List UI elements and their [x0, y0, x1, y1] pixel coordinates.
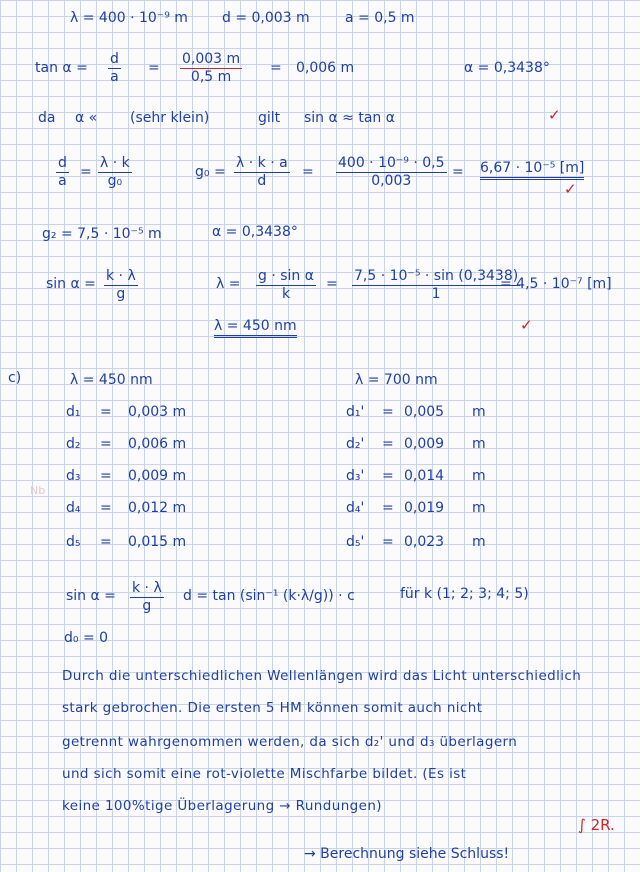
- faint-margin-mark: Nb: [30, 484, 46, 497]
- left-d2-eq: =: [100, 436, 112, 452]
- right-d1-name: d₁': [346, 404, 365, 420]
- formula-lhs: sin α =: [66, 588, 116, 604]
- sin-f1-den: g: [116, 286, 126, 302]
- g0-result: [480, 160, 584, 176]
- g0-fraction-lk-g0: [98, 155, 132, 190]
- g0-f3-den: d: [257, 173, 267, 189]
- left-d5-value: 0,015 m: [128, 534, 187, 550]
- prose-line-2: stark gebrochen. Die ersten 5 HM können somit auch nicht: [62, 700, 483, 716]
- right-d2-eq: =: [382, 436, 394, 452]
- g0-f3-num: λ · k · a: [236, 155, 288, 171]
- right-d3-name: d₃': [346, 468, 365, 484]
- g0-fraction-lka-d: [234, 155, 290, 190]
- tan-fraction-num: d: [110, 51, 119, 67]
- formula-fraction-kl-g: [130, 580, 164, 615]
- given-a: a = 0,5 m: [345, 10, 415, 26]
- sin-fraction-kl-g: [104, 268, 138, 303]
- formula-f-den: g: [142, 598, 152, 614]
- left-d2-name: d₂: [66, 436, 81, 452]
- approx-da: da: [38, 110, 56, 126]
- g0-f4-num: 400 · 10⁻⁹ · 0,5: [338, 155, 445, 171]
- right-d2-unit: m: [472, 436, 486, 452]
- tan-values-den: 0,5 m: [190, 69, 232, 85]
- formula-d-expr: d = tan (sin⁻¹ (k·λ/g)) · c: [183, 588, 355, 604]
- tan-result: 0,006 m: [296, 60, 355, 76]
- tan-fraction-den: a: [110, 69, 119, 85]
- tan-values-num: 0,003 m: [182, 51, 241, 67]
- formula-fuer: für k (1; 2; 3; 4; 5): [400, 586, 529, 602]
- left-d4-value: 0,012 m: [128, 500, 187, 516]
- right-d4-name: d₄': [346, 500, 365, 516]
- formula-f-num: k · λ: [132, 580, 162, 596]
- right-d2-name: d₂': [346, 436, 365, 452]
- prose-line-1: Durch die unterschiedlichen Wellenlängen wird das Licht unterschiedlich: [62, 668, 582, 684]
- prose-line-4: und sich somit eine rot-violette Mischfarbe bildet. (Es ist: [62, 766, 467, 782]
- check-mark-1: ✓: [548, 106, 561, 124]
- right-d4-unit: m: [472, 500, 486, 516]
- g0-eq1: =: [80, 164, 92, 180]
- g0-fraction-d-a: [56, 155, 69, 190]
- part-c-label: c): [8, 370, 22, 386]
- left-header: λ = 450 nm: [70, 372, 153, 388]
- right-d2-value: 0,009: [404, 436, 445, 452]
- left-d1-value: 0,003 m: [128, 404, 187, 420]
- prose-line-3: getrennt wahrgenommen werden, da sich d₂' und d₃ überlagern: [62, 734, 518, 750]
- right-d3-eq: =: [382, 468, 394, 484]
- g0-fraction-values: [336, 155, 447, 190]
- g0-f4-den: 0,003: [371, 173, 412, 189]
- left-d3-name: d₃: [66, 468, 81, 484]
- left-d4-name: d₄: [66, 500, 81, 516]
- footer-note: → Berechnung siehe Schluss!: [304, 846, 510, 862]
- sin-f2-den: k: [281, 286, 291, 302]
- sin-eq: =: [326, 276, 338, 292]
- given-d: d = 0,003 m: [222, 10, 310, 26]
- lambda-final-text: λ = 450 nm: [214, 318, 297, 338]
- approx-relation: sin α ≈ tan α: [304, 110, 395, 126]
- d0-value: d₀ = 0: [64, 630, 109, 646]
- g0-result-text: 6,67 · 10⁻⁵ [m]: [480, 160, 584, 180]
- right-d1-value: 0,005: [404, 404, 445, 420]
- g0-f1-den: a: [58, 173, 67, 189]
- tan-fraction-d-a: [108, 51, 121, 86]
- given-lambda: λ = 400 · 10⁻⁹ m: [70, 10, 188, 26]
- left-d5-name: d₅: [66, 534, 81, 550]
- right-d5-unit: m: [472, 534, 486, 550]
- tan-lhs: tan α =: [35, 60, 88, 76]
- sin-fraction-values: [352, 268, 520, 303]
- left-d2-value: 0,006 m: [128, 436, 187, 452]
- tan-eq2: =: [270, 60, 282, 76]
- sin-f3-den: 1: [431, 286, 441, 302]
- left-d5-eq: =: [100, 534, 112, 550]
- g0-lhs: g₀ =: [195, 164, 226, 180]
- approx-gilt: gilt: [258, 110, 281, 126]
- right-d5-value: 0,023: [404, 534, 445, 550]
- tan-eq: =: [148, 60, 160, 76]
- left-d3-value: 0,009 m: [128, 468, 187, 484]
- sin-f2-num: g · sin α: [258, 268, 314, 284]
- sin-fraction-g-sin-k: [256, 268, 316, 303]
- approx-paren: (sehr klein): [130, 110, 210, 126]
- right-d4-value: 0,019: [404, 500, 445, 516]
- right-d1-eq: =: [382, 404, 394, 420]
- check-mark-2: ✓: [564, 180, 577, 198]
- right-d4-eq: =: [382, 500, 394, 516]
- prose-line-5: keine 100%tige Überlagerung → Rundungen): [62, 798, 382, 814]
- lambda-final: [214, 318, 297, 334]
- g2-value: g₂ = 7,5 · 10⁻⁵ m: [42, 226, 162, 242]
- right-d3-unit: m: [472, 468, 486, 484]
- left-d3-eq: =: [100, 468, 112, 484]
- g0-eq2: =: [302, 164, 314, 180]
- g2-alpha: α = 0,3438°: [212, 224, 298, 240]
- right-d5-name: d₅': [346, 534, 365, 550]
- sin-f3-num: 7,5 · 10⁻⁵ · sin (0,3438): [354, 268, 519, 284]
- tan-fraction-values: [180, 51, 242, 86]
- right-d1-unit: m: [472, 404, 486, 420]
- approx-alpha-small: α «: [75, 110, 98, 126]
- left-d1-eq: =: [100, 404, 112, 420]
- right-d5-eq: =: [382, 534, 394, 550]
- left-d1-name: d₁: [66, 404, 81, 420]
- tan-alpha: α = 0,3438°: [464, 60, 550, 76]
- g0-f2-den: g₀: [107, 173, 123, 189]
- g0-f1-num: d: [58, 155, 67, 171]
- sin-f1-num: k · λ: [106, 268, 136, 284]
- left-d4-eq: =: [100, 500, 112, 516]
- g0-eq3: =: [452, 164, 464, 180]
- margin-note: ∫ 2R.: [578, 816, 615, 834]
- sin-lambda: λ =: [216, 276, 241, 292]
- sin-lhs: sin α =: [46, 276, 96, 292]
- check-mark-3: ✓: [520, 316, 533, 334]
- g0-f2-num: λ · k: [100, 155, 130, 171]
- sin-result: = 4,5 · 10⁻⁷ [m]: [500, 276, 612, 292]
- right-d3-value: 0,014: [404, 468, 445, 484]
- right-header: λ = 700 nm: [355, 372, 438, 388]
